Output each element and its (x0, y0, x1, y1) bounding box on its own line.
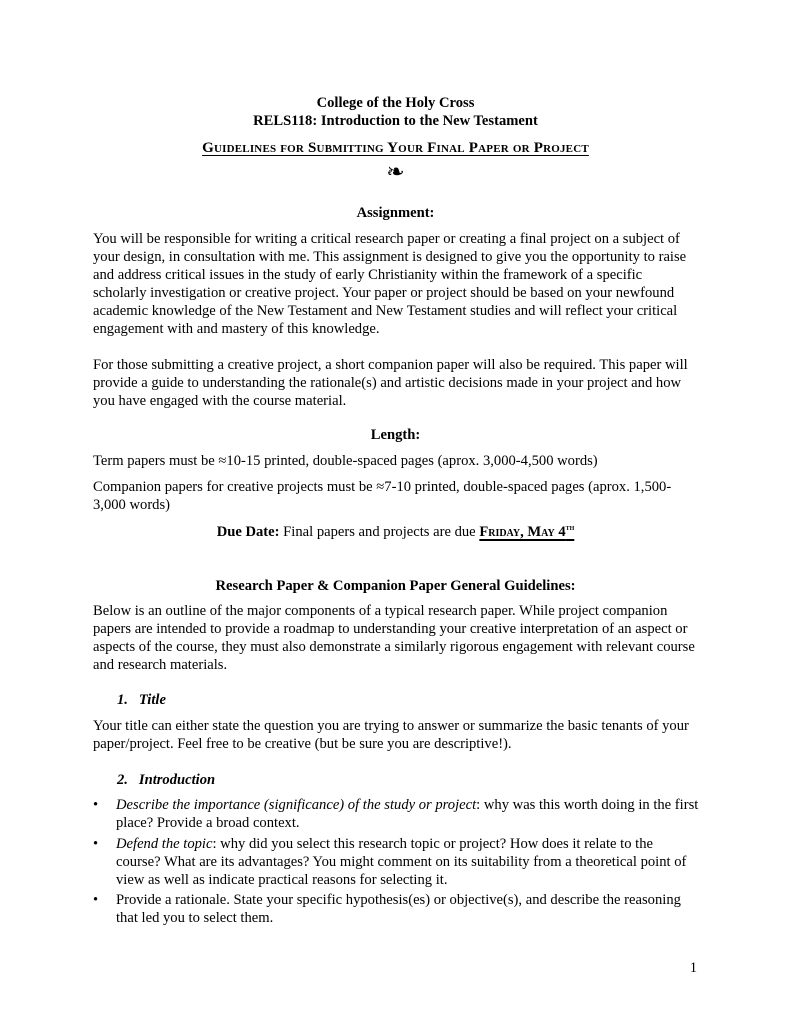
companion-papers-length: Companion papers for creative projects must be ≈7-10 printed, double-spaced pages (aprox. 1,500-3,000 words) (93, 479, 672, 513)
bullet-icon: • (93, 797, 99, 813)
list-item-lead: Defend the topic (116, 836, 213, 852)
list-item-text: Provide a rationale. State your specific hypothesis(es) or objective(s), and describe the reasoning that led you to select them. (116, 892, 681, 926)
guidelines-heading: Research Paper & Companion Paper General Guidelines: (215, 578, 576, 594)
due-date-label: Due Date: (216, 524, 280, 540)
list-item (116, 796, 700, 832)
document-title (0, 139, 791, 157)
fleuron-icon: ❧ (386, 159, 405, 184)
section-1-title: Title (138, 692, 166, 708)
page-number: 1 (689, 960, 697, 976)
due-date-date: Friday, May 4 (479, 524, 566, 540)
section-2-number: 2. (117, 772, 128, 788)
due-date-suffix: th (565, 523, 575, 533)
due-date-value (479, 524, 574, 540)
assignment-heading: Assignment: (356, 205, 435, 221)
due-date-text: Final papers and projects are due (283, 524, 476, 540)
section-1-number: 1. (117, 692, 128, 708)
bullet-icon: • (93, 892, 99, 908)
list-item (116, 835, 700, 889)
list-item-text: : why was this worth doing in the first place? Provide a broad context. (116, 797, 699, 831)
course-title: RELS118: Introduction to the New Testament (253, 113, 538, 129)
section-1-body: Your title can either state the question you are trying to answer or summarize the basic tenants of your paper/project. Feel free to be creative (but be sure you are descriptive!). (93, 718, 689, 752)
due-date-line (0, 523, 791, 541)
section-2-title: Introduction (138, 772, 216, 788)
term-papers-length: Term papers must be ≈10-15 printed, double-spaced pages (aprox. 3,000-4,500 words) (93, 453, 598, 469)
section-introduction-heading (117, 771, 215, 789)
guidelines-intro: Below is an outline of the major components of a typical research paper. While project companion papers are intended to provide a roadmap to understanding your creative interpretation of an aspect or aspects of the course, they must also demonstrate a similarly rigorous engagement with relevant course and research materials. (93, 603, 695, 673)
bullet-icon: • (93, 836, 99, 852)
list-item-lead: Describe the importance (significance) of the study or project (116, 797, 477, 813)
assignment-paragraph-2: For those submitting a creative project, a short companion paper will also be required. This paper will provide a guide to understanding the rationale(s) and artistic decisions made in your project and how you have engaged with the course material. (93, 357, 688, 409)
list-item-text: : why did you select this research topic or project? How does it relate to the course? What are its advantages? You might comment on its suitability from a theoretical point of view as well as indicate practical reasons for selecting it. (116, 836, 687, 888)
length-heading: Length: (370, 427, 421, 443)
document-title-text: Guidelines for Submitting Your Final Paper or Project (202, 140, 589, 156)
section-title-heading (117, 691, 166, 709)
list-item (116, 891, 700, 927)
assignment-paragraph-1: You will be responsible for writing a critical research paper or creating a final project on a subject of your design, in consultation with me. This assignment is designed to give you the opportunity to raise and address critical issues in the study of early Christianity within the framework of a specific scholarly investigation or creative project. Your paper or project should be based on your newfound academic knowledge of the New Testament and New Testament studies and will reflect your critical engagement with and mastery of this knowledge. (93, 231, 687, 337)
college-name: College of the Holy Cross (316, 95, 475, 111)
